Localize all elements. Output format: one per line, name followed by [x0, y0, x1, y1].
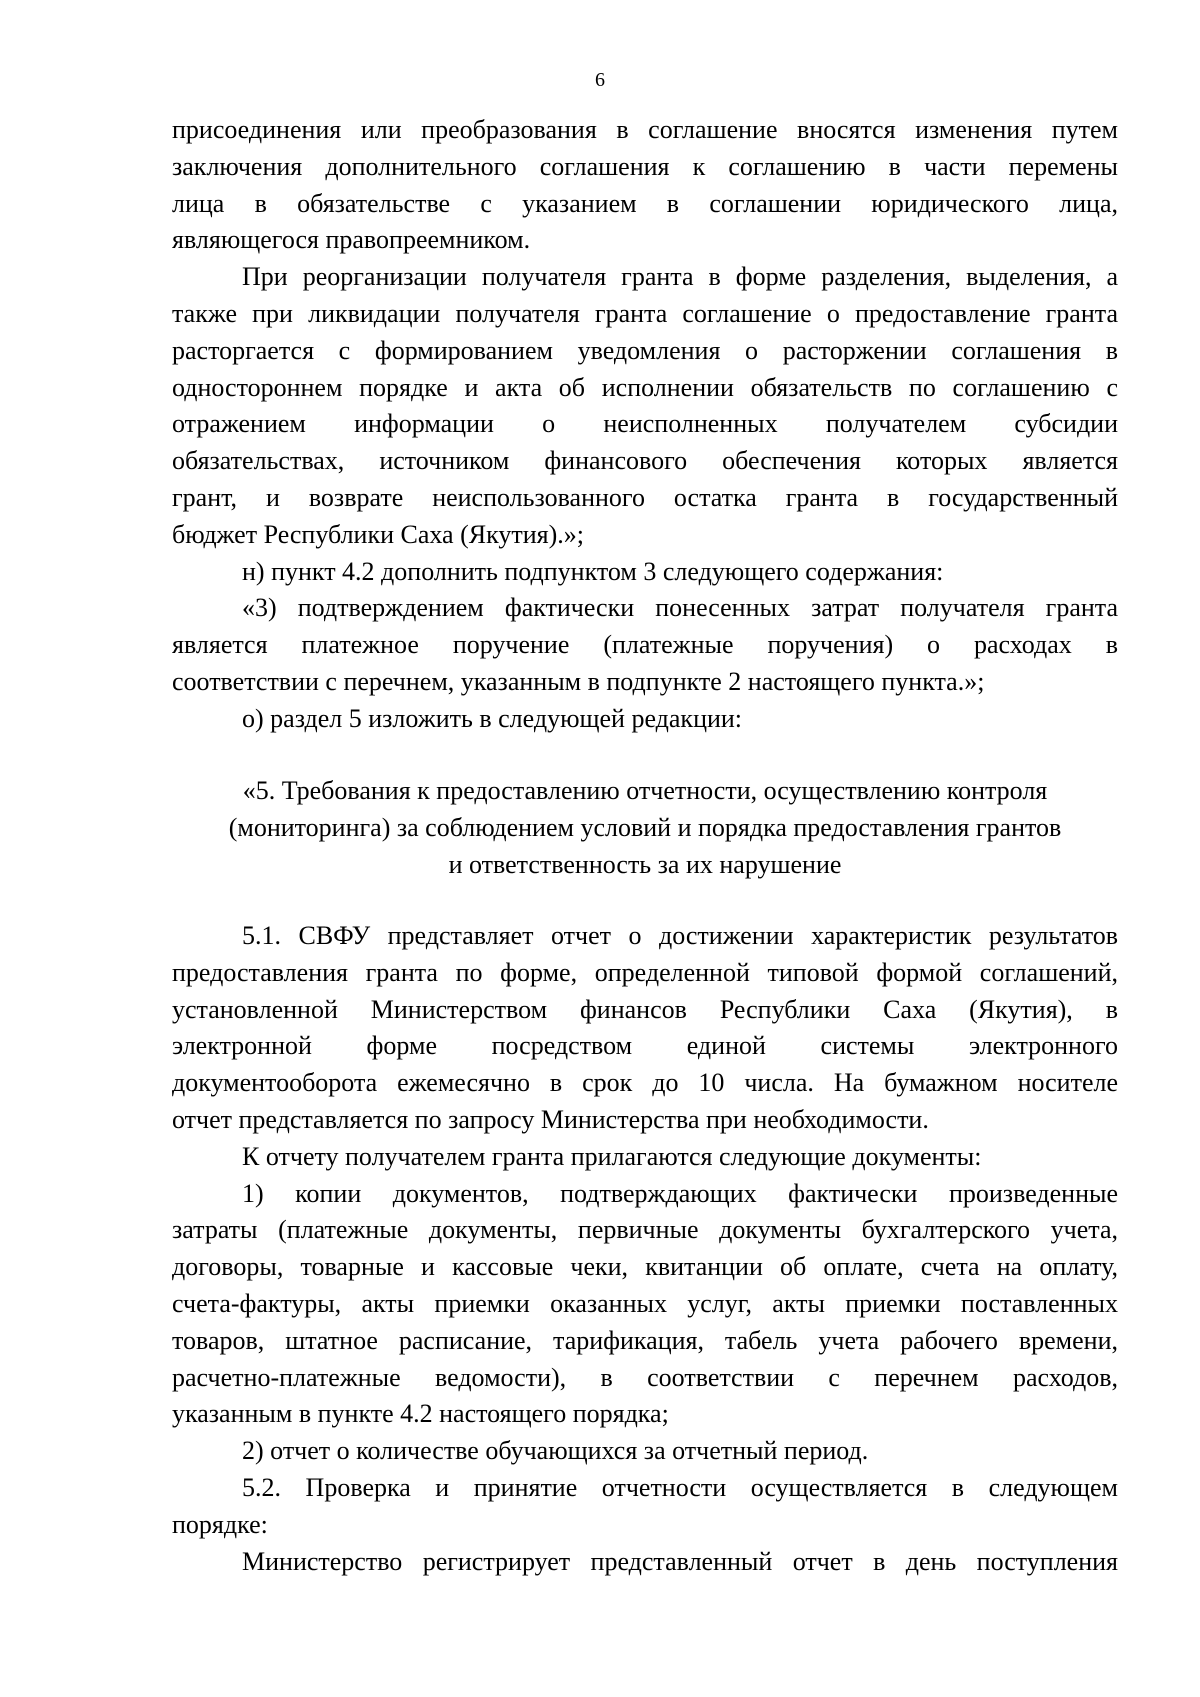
- heading-line: (мониторинга) за соблюдением условий и порядка предоставления грантов: [228, 812, 1062, 842]
- body-text-bottom: [172, 918, 1118, 1580]
- text-line: указанным в пункте 4.2 настоящего порядка;: [172, 1399, 669, 1429]
- page-number: 6: [595, 69, 605, 91]
- text-line: договоры, товарные и кассовые чеки, квитанции об оплате, счета на оплату,: [172, 1252, 1118, 1282]
- text-line: присоединения или преобразования в соглашение вносятся изменения путем: [172, 115, 1118, 144]
- text-line: являющегося правопреемником.: [172, 225, 531, 255]
- text-line: К отчету получателем гранта прилагаются следующие документы:: [242, 1141, 982, 1171]
- text-line: 2) отчет о количестве обучающихся за отчетный период.: [242, 1436, 869, 1466]
- text-line: является платежное поручение (платежные поручения) о расходах в: [172, 630, 1118, 660]
- text-line: одностороннем порядке и акта об исполнении обязательств по соглашению с: [172, 372, 1118, 402]
- text-line: соответствии с перечнем, указанным в подпункте 2 настоящего пункта.»;: [172, 666, 985, 696]
- text-line: отчет представляется по запросу Министерства при необходимости.: [172, 1104, 929, 1134]
- text-line: счета-фактуры, акты приемки оказанных услуг, акты приемки поставленных: [172, 1288, 1118, 1318]
- text-line: Министерство регистрирует представленный отчет в день поступления: [242, 1546, 1118, 1576]
- text-line: 5.2. Проверка и принятие отчетности осуществляется в следующем: [242, 1472, 1118, 1502]
- text-line: н) пункт 4.2 дополнить подпунктом 3 следующего содержания:: [242, 556, 944, 586]
- text-line: 1) копии документов, подтверждающих фактически произведенные: [242, 1178, 1118, 1208]
- text-line: электронной форме посредством единой системы электронного: [172, 1031, 1118, 1061]
- text-line: бюджет Республики Саха (Якутия).»;: [172, 519, 584, 549]
- text-line: отражением информации о неисполненных получателем субсидии: [172, 409, 1118, 439]
- text-line: обязательствах, источником финансового обеспечения которых является: [172, 446, 1118, 476]
- text-line: установленной Министерством финансов Республики Саха (Якутия), в: [172, 994, 1118, 1024]
- heading-line: «5. Требования к предоставлению отчетности, осуществлению контроля: [242, 776, 1048, 805]
- section-heading: [172, 773, 1118, 883]
- text-line: о) раздел 5 изложить в следующей редакции:: [242, 703, 743, 733]
- text-line: товаров, штатное расписание, тарификация, табель учета рабочего времени,: [172, 1325, 1118, 1355]
- text-line: расторгается с формированием уведомления о расторжении соглашения в: [172, 335, 1118, 365]
- text-line: заключения дополнительного соглашения к соглашению в части перемены: [172, 151, 1118, 181]
- text-line: лица в обязательстве с указанием в соглашении юридического лица,: [172, 188, 1118, 218]
- text-line: 5.1. СВФУ представляет отчет о достижении характеристик результатов: [242, 921, 1118, 950]
- text-line: предоставления гранта по форме, определенной типовой формой соглашений,: [172, 957, 1118, 987]
- text-line: затраты (платежные документы, первичные документы бухгалтерского учета,: [172, 1215, 1118, 1245]
- text-line: «3) подтверждением фактически понесенных затрат получателя гранта: [242, 593, 1118, 623]
- text-line: грант, и возврате неиспользованного остатка гранта в государственный: [172, 482, 1118, 512]
- text-line: документооборота ежемесячно в срок до 10 числа. На бумажном носителе: [172, 1068, 1118, 1098]
- text-line: также при ликвидации получателя гранта соглашение о предоставление гранта: [172, 298, 1118, 328]
- text-line: При реорганизации получателя гранта в форме разделения, выделения, а: [242, 262, 1118, 292]
- text-line: расчетно-платежные ведомости), в соответствии с перечнем расходов,: [172, 1362, 1118, 1392]
- body-text-top: [172, 112, 1118, 738]
- text-line: порядке:: [172, 1509, 268, 1539]
- heading-line: и ответственность за их нарушение: [448, 849, 842, 879]
